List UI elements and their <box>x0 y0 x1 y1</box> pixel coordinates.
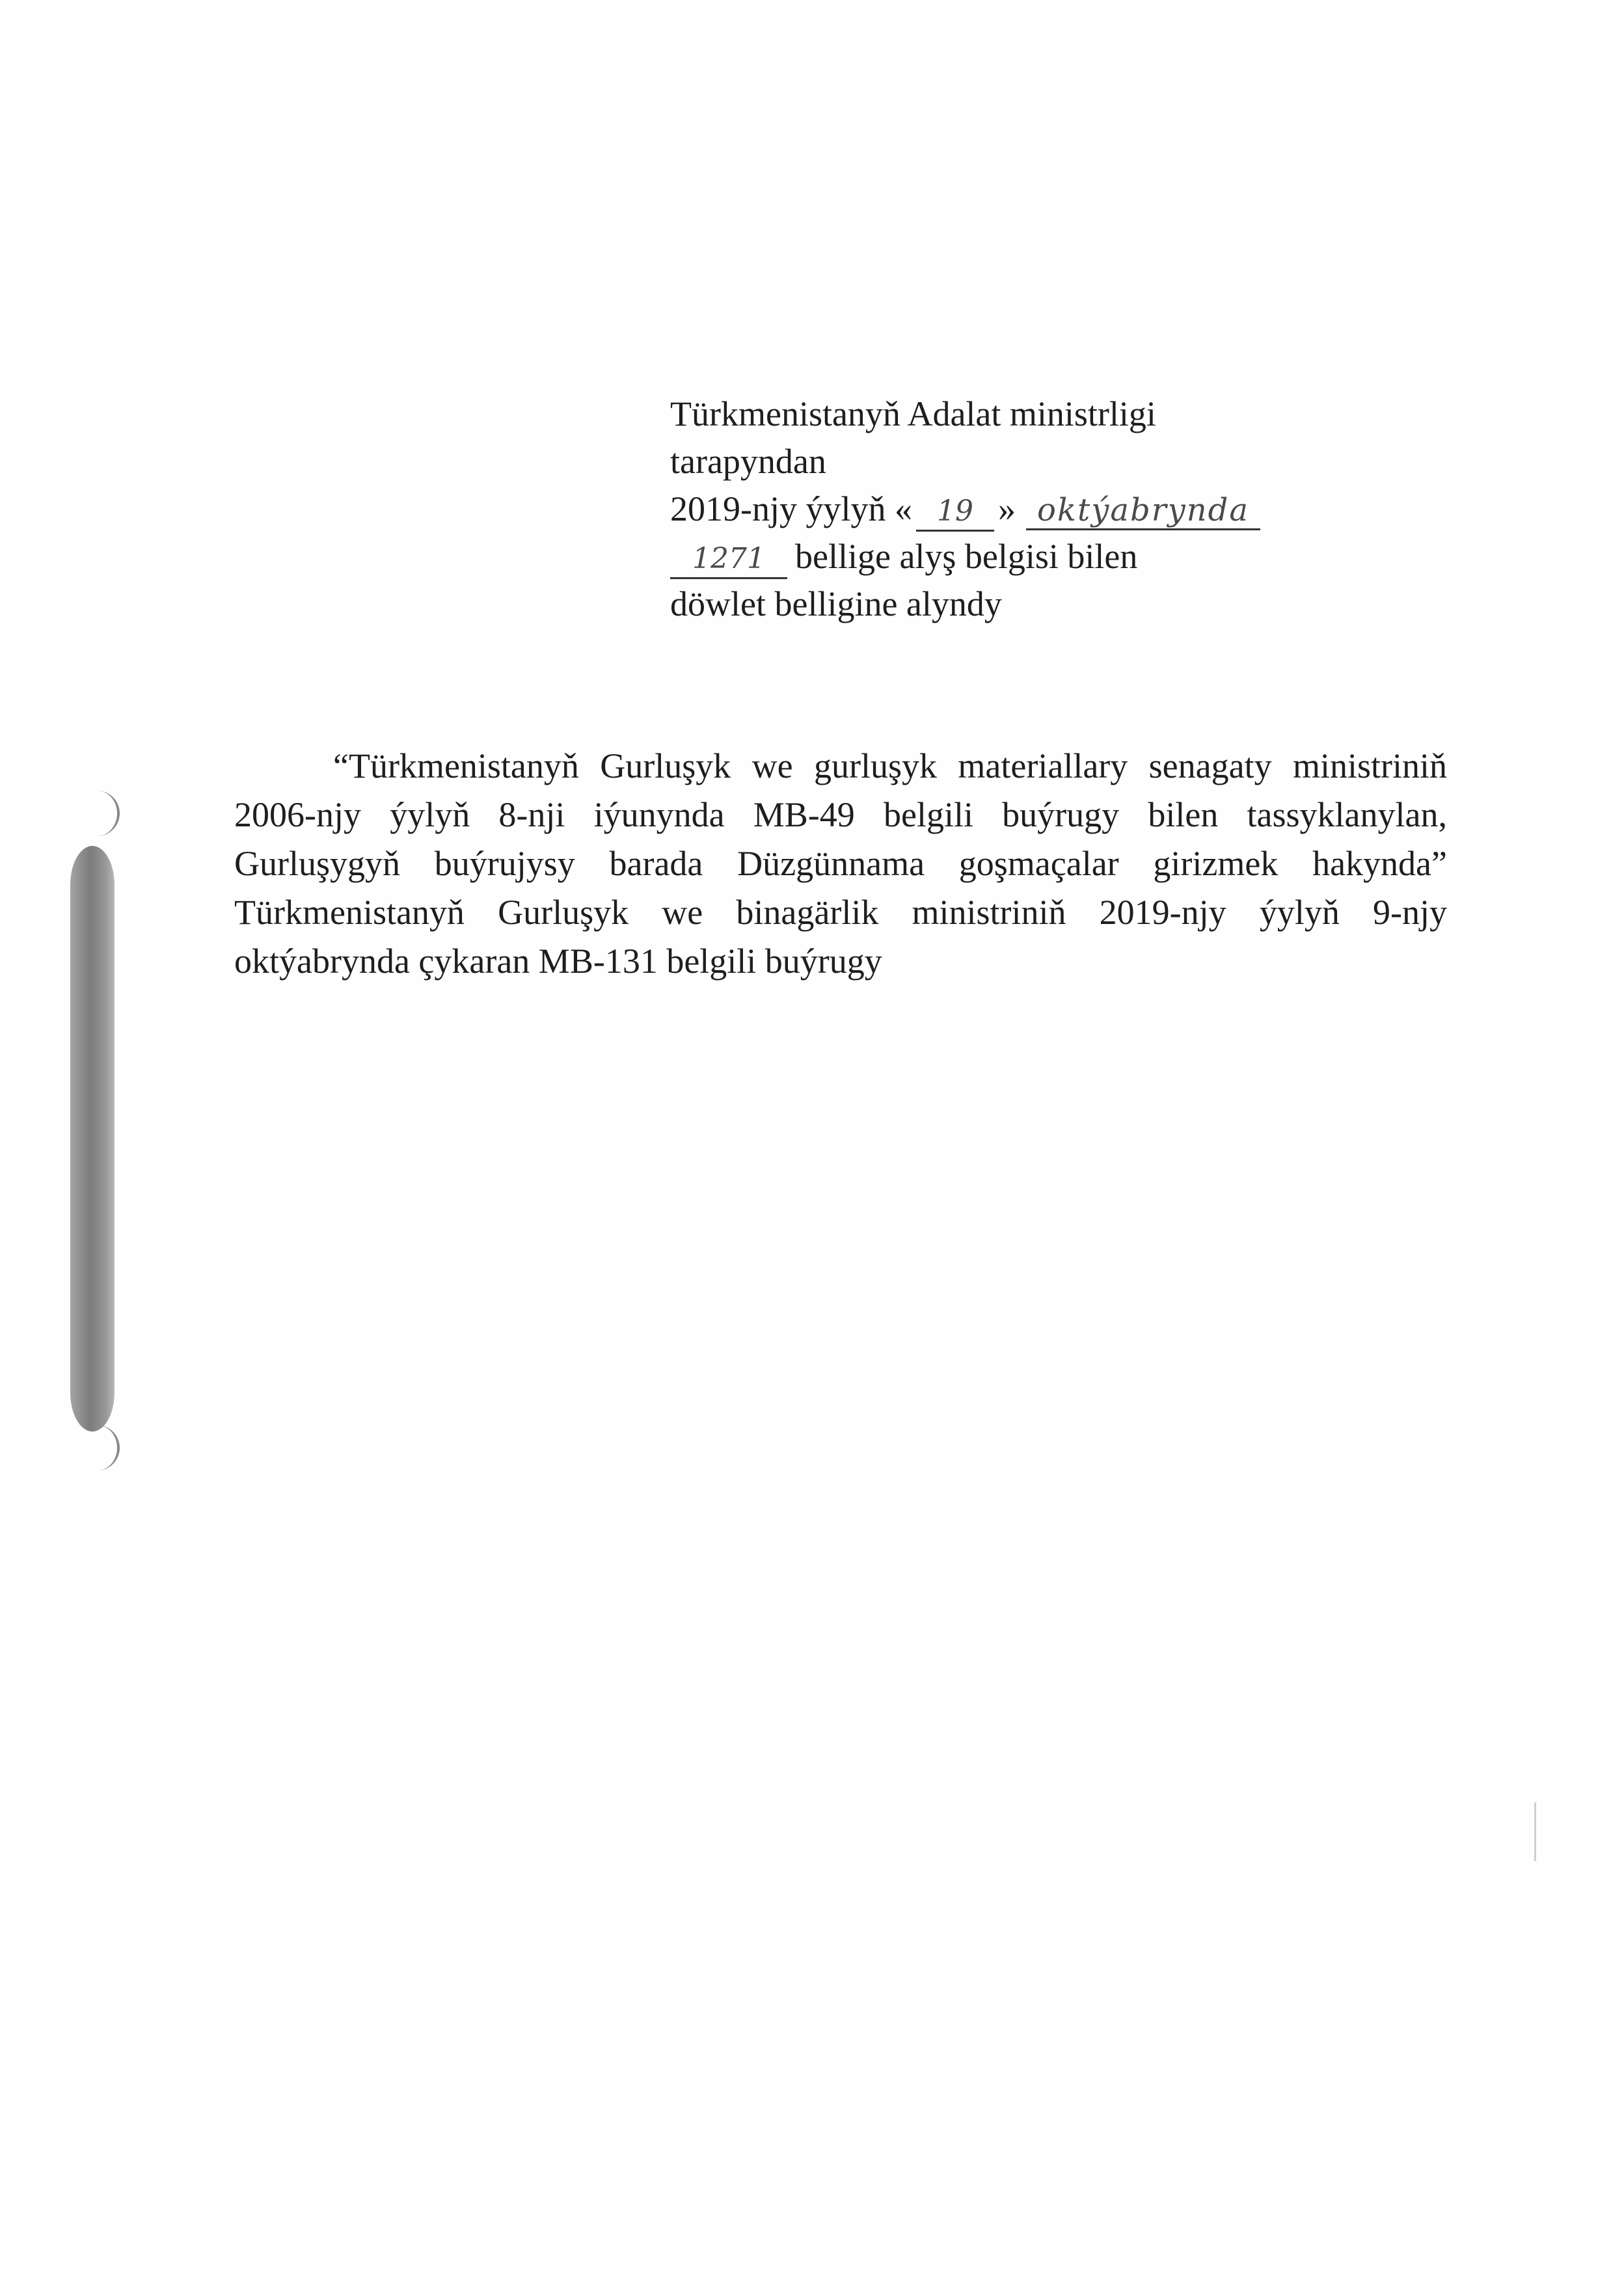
registration-year-text: 2019-njy ýylyň « <box>670 489 912 528</box>
registration-quote-close: » <box>998 489 1016 528</box>
handwritten-month: oktýabrynda <box>1026 492 1260 530</box>
binding-hook-bottom <box>91 1425 120 1471</box>
document-title <box>234 742 1447 986</box>
handwritten-day: 19 <box>916 493 994 532</box>
registration-stamp <box>670 390 1425 628</box>
scan-mark <box>1534 1802 1536 1861</box>
registration-line-5: döwlet belligine alyndy <box>670 584 1002 623</box>
registration-line-1: Türkmenistanyň Adalat ministrligi <box>670 394 1156 433</box>
registration-line-2: tarapyndan <box>670 442 826 481</box>
binding-hook-top <box>91 791 120 836</box>
binding-strip <box>70 846 115 1432</box>
handwritten-registration-number: 1271 <box>670 541 787 579</box>
registration-number-text: bellige alyş belgisi bilen <box>795 537 1138 576</box>
registration-line-3 <box>670 485 1425 533</box>
document-title-text: “Türkmenistanyň Gurluşyk we gurluşyk materiallary senagaty ministriniň 2006-njy ýylyň 8-nji iýunynda MB-49 belgili buýrugy bilen tassyklanylan, Gurluşygyň buýrujysy barada Düzgünnama goşmaçalar girizmek hakynda” Türkmenistanyň Gurluşyk we binagärlik ministriniň 2019-njy ýylyň 9-njy oktýabrynda çykaran MB-131 belgili buýrugy <box>234 746 1447 981</box>
registration-line-4 <box>670 533 1425 580</box>
